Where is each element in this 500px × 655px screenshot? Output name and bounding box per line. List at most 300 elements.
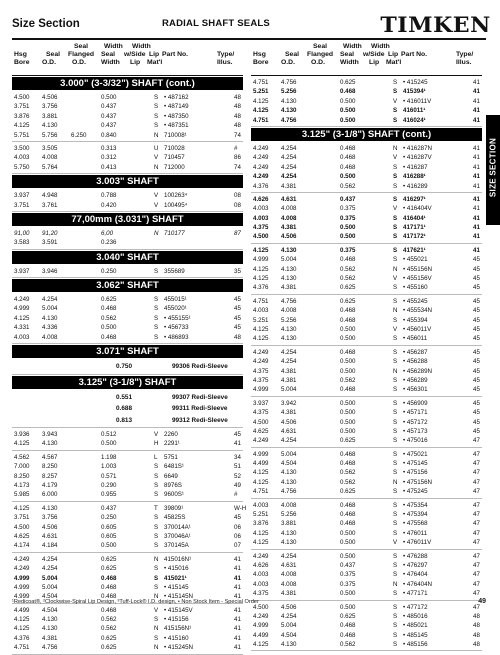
seal-od: 3.943 [42, 431, 58, 439]
part-number: • 455534N [403, 307, 433, 315]
illustration: # [234, 491, 238, 499]
part-number: 417172¹ [403, 233, 426, 241]
part-number: • 415016 [164, 565, 189, 573]
illustration: 41 [234, 644, 241, 652]
table-row [251, 510, 482, 519]
table-row [12, 163, 243, 172]
seal-width: 0.625 [101, 644, 117, 652]
lip-type: S [393, 460, 398, 468]
illustration: 41 [473, 214, 480, 222]
table-row [251, 367, 482, 376]
seal-width: 0.468 [340, 163, 356, 171]
lip-type: S [393, 561, 398, 569]
seal-width: 0.500 [340, 427, 356, 435]
seal-od: 4.130 [281, 469, 297, 477]
seal-width: 0.437 [101, 504, 117, 512]
table-row [251, 283, 482, 292]
seal-od: 4.130 [281, 107, 297, 115]
table-row [12, 267, 243, 276]
table-row [251, 468, 482, 477]
seal-od: 4.008 [281, 501, 297, 509]
seal-width: 0.437 [101, 112, 117, 120]
table-row [251, 589, 482, 598]
lip-type: S [393, 284, 398, 292]
table-group [251, 346, 482, 397]
seal-od: 4.504 [42, 593, 58, 601]
column-label: Width [340, 59, 359, 66]
illustration: 41 [473, 88, 480, 96]
part-number: • 456733 [164, 324, 189, 332]
table-group [12, 142, 243, 174]
hsg-bore: 4.249 [253, 144, 269, 152]
seal-width: 0.468 [101, 593, 117, 601]
seal-width: 0.788 [101, 192, 117, 200]
table-group [251, 76, 482, 127]
table-row [12, 191, 243, 200]
table-row [12, 93, 243, 102]
illustration: 34 [234, 453, 241, 461]
seal-width: 0.625 [101, 565, 117, 573]
seal-width: 1.003 [101, 463, 117, 471]
lip-type: S [393, 529, 398, 537]
hsg-bore: 4.249 [253, 348, 269, 356]
seal-od: 4.631 [42, 532, 58, 540]
hsg-bore: 4.562 [14, 453, 30, 461]
part-number: • 475568 [403, 520, 428, 528]
part-number: 416011¹ [403, 107, 426, 115]
table-row [251, 519, 482, 528]
seal-width: 0.468 [340, 460, 356, 468]
illustration: 41 [473, 246, 480, 254]
hsg-bore: 4.003 [253, 307, 269, 315]
part-number: • 457173 [403, 427, 428, 435]
seal-width: 0.413 [101, 163, 117, 171]
seal-od: 4.254 [281, 552, 297, 560]
shaft-size-band: 3.125" (3-1/8") SHAFT (cont.) [251, 128, 482, 141]
seal-width: 0.500 [340, 233, 356, 241]
lip-type: S [393, 427, 398, 435]
lip-type: S [393, 297, 398, 305]
seal-width: 0.468 [340, 256, 356, 264]
table-group [251, 295, 482, 346]
table-row [12, 121, 243, 130]
part-number: • 416287V [403, 154, 432, 162]
lip-type: S [393, 511, 398, 519]
hsg-bore: 4.751 [253, 116, 269, 124]
illustration: 47 [473, 511, 480, 519]
hsg-bore: 4.125 [253, 325, 269, 333]
seal-od: 4.381 [281, 182, 297, 190]
seal-width: 0.500 [340, 529, 356, 537]
seal-od: 3.761 [42, 201, 58, 209]
seal-width: 0.500 [340, 590, 356, 598]
seal-width: 0.290 [101, 481, 117, 489]
illustration: 47 [473, 478, 480, 486]
section-title: Size Section [12, 18, 80, 30]
illustration: 47 [473, 590, 480, 598]
part-number: • 456011 [403, 335, 428, 343]
column-label: Seal [285, 51, 299, 58]
lip-type: S [154, 542, 159, 550]
illustration: 41 [473, 173, 480, 181]
illustration: 41 [234, 565, 241, 573]
illustration: 41 [473, 195, 480, 203]
table-row [251, 552, 482, 561]
part-number: 417621¹ [403, 246, 426, 254]
illustration: 47 [473, 539, 480, 547]
seal-od: 4.254 [281, 612, 297, 620]
lip-type: V [393, 154, 398, 162]
illustration: 41 [473, 205, 480, 213]
lip-type: S [393, 501, 398, 509]
column-label: Bore [14, 59, 30, 66]
seal-od: 4.756 [281, 488, 297, 496]
column-label: Hsg [253, 51, 266, 58]
hsg-bore: 4.003 [14, 333, 30, 341]
column-label: Illus. [456, 59, 472, 66]
seal-od: 4.008 [42, 333, 58, 341]
part-number: • 455160 [403, 284, 428, 292]
seal-od: 4.756 [281, 116, 297, 124]
lip-type: S [154, 94, 159, 101]
table-row [12, 439, 243, 448]
seal-width: 0.468 [340, 154, 356, 162]
seal-width: 0.375 [340, 214, 356, 222]
seal-od: 4.130 [281, 265, 297, 273]
lip-type: S [154, 305, 159, 313]
seal-width: 0.500 [101, 324, 117, 332]
table-group [12, 604, 243, 655]
seal-od: 5.004 [281, 622, 297, 630]
table-row [12, 201, 243, 210]
illustration: 47 [473, 469, 480, 477]
illustration: 45 [473, 256, 480, 264]
seal-od: 4.130 [281, 97, 297, 105]
illustration: 47 [473, 450, 480, 458]
table-row [12, 238, 243, 247]
hsg-bore: 4.003 [14, 154, 30, 162]
column-label: Seal [101, 51, 115, 58]
lip-type: V [393, 539, 398, 547]
illustration: 45 [473, 427, 480, 435]
seal-width: 0.468 [101, 583, 117, 591]
table-group [251, 397, 482, 448]
hsg-bore: 3.937 [14, 267, 30, 275]
illustration: 41 [473, 182, 480, 190]
illustration: 45 [473, 418, 480, 426]
seal-od: 91,20 [42, 229, 58, 237]
seal-od: 5.004 [281, 450, 297, 458]
table-row [251, 376, 482, 385]
lip-type: N [393, 580, 398, 588]
lip-type: S [393, 348, 398, 356]
seal-od: 4.130 [281, 246, 297, 254]
part-number: 45825S [164, 514, 186, 522]
illustration: 74 [234, 131, 241, 139]
part-number: 5751 [164, 453, 178, 461]
illustration: 45 [473, 399, 480, 407]
part-number: • 457171 [403, 409, 428, 417]
lip-type: S [393, 450, 398, 458]
lip-type: S [154, 565, 159, 573]
lip-type: V [393, 205, 398, 213]
hsg-bore: 4.999 [14, 593, 30, 601]
part-number: 39809¹ [164, 504, 184, 512]
table-row [12, 532, 243, 541]
seal-od: 5.004 [281, 256, 297, 264]
seal-od: 4.008 [281, 205, 297, 213]
column-label: Mat'l [386, 59, 402, 66]
seal-width: 0.955 [101, 491, 117, 499]
seal-width: 0.500 [101, 94, 117, 101]
table-row [12, 144, 243, 153]
table-row [251, 561, 482, 570]
table-row [251, 78, 482, 87]
column-label: O.D. [281, 59, 295, 66]
seal-width: 0.437 [340, 561, 356, 569]
seal-od: 4.008 [281, 571, 297, 579]
lip-type: S [393, 418, 398, 426]
seal-width: 0.420 [101, 201, 117, 209]
part-number: 417171¹ [403, 224, 426, 232]
seal-od: 4.008 [281, 307, 297, 315]
lip-type: V [393, 97, 398, 105]
table-row [251, 487, 482, 496]
table-row [12, 574, 243, 583]
table-row [12, 153, 243, 162]
seal-width: 0.500 [340, 173, 356, 181]
lip-type: S [393, 469, 398, 477]
seal-width: 0.625 [101, 296, 117, 304]
table-row [12, 131, 243, 140]
illustration: 41 [234, 555, 241, 563]
side-tab-label: SIZE SECTION [488, 137, 498, 198]
seal-od: 4.567 [42, 453, 58, 461]
illustration: 45 [473, 409, 480, 417]
part-number: • 476404N [403, 580, 433, 588]
lip-type: S [154, 523, 159, 531]
lip-type: N [393, 144, 398, 152]
seal-od: 4.254 [281, 163, 297, 171]
hsg-bore: 4.125 [253, 529, 269, 537]
illustration: 06 [234, 523, 241, 531]
lip-type: S [393, 88, 398, 96]
table-row [251, 265, 482, 274]
column-label: O.D. [42, 59, 56, 66]
part-number: • 455394 [403, 316, 428, 324]
hsg-bore: 4.003 [253, 580, 269, 588]
seal-width: 0.250 [101, 514, 117, 522]
hsg-bore: 3.751 [14, 103, 30, 111]
seal-width: 0.468 [340, 450, 356, 458]
part-number: • 477171 [403, 590, 428, 598]
lip-type: S [154, 532, 159, 540]
seal-width: 0.562 [340, 469, 356, 477]
lip-type: N [393, 367, 398, 375]
seal-od: 4.130 [42, 504, 58, 512]
column-label: Lip [149, 51, 160, 58]
seal-width: 0.468 [101, 333, 117, 341]
seal-od: 4.254 [281, 144, 297, 152]
hsg-bore: 4.125 [14, 314, 30, 322]
hsg-bore: 4.999 [253, 450, 269, 458]
seal-od: 4.506 [281, 603, 297, 611]
seal-width: 0.468 [340, 316, 356, 324]
seal-width: 0.236 [101, 239, 117, 247]
illustration: 48 [234, 94, 241, 101]
illustration: 48 [473, 631, 480, 639]
seal-width: 0.468 [340, 520, 356, 528]
hsg-bore: 4.375 [253, 367, 269, 375]
seal-width: 0.500 [340, 325, 356, 333]
part-number: 415156N¹ [164, 625, 192, 633]
hsg-bore: 4.249 [253, 612, 269, 620]
column-label: w/Side [363, 51, 385, 58]
illustration: 45 [473, 307, 480, 315]
seal-od: 5.004 [42, 305, 58, 313]
lip-type: S [154, 491, 159, 499]
illustration: 41 [473, 107, 480, 115]
seal-width: 0.500 [340, 224, 356, 232]
seal-od: 4.130 [281, 335, 297, 343]
illustration: 45 [473, 376, 480, 384]
part-number: • 456289N [403, 367, 433, 375]
table-group [251, 448, 482, 499]
illustration: 48 [473, 612, 480, 620]
seal-width: 0.468 [340, 88, 356, 96]
part-number: 2260 [164, 431, 178, 439]
hsg-bore: 4.625 [14, 532, 30, 540]
table-row [251, 97, 482, 106]
seal-od: 4.130 [42, 122, 58, 130]
seal-width: 0.562 [340, 182, 356, 190]
hsg-bore: 4.174 [14, 542, 30, 550]
seal-od: 4.130 [281, 325, 297, 333]
table-row [251, 612, 482, 621]
page-title: RADIAL SHAFT SEALS [162, 18, 270, 29]
flanged-od: 6.250 [71, 131, 87, 139]
part-number: • 416287N [403, 144, 433, 152]
part-number: 6481S¹ [164, 463, 184, 471]
illustration: 45 [473, 348, 480, 356]
seal-width: 0.688 [116, 405, 132, 413]
column-label: Part No. [162, 51, 189, 58]
table-row [12, 606, 243, 615]
seal-od: 5.004 [281, 386, 297, 394]
part-number: • 477172 [403, 603, 428, 611]
part-number: • 487350 [164, 112, 189, 120]
table-row [251, 325, 482, 334]
column-label: Lip [388, 51, 399, 58]
column-label: Width [132, 43, 151, 50]
lip-type: S [154, 333, 159, 341]
part-number: 416404¹ [403, 214, 426, 222]
column-label: Width [101, 59, 120, 66]
part-number: 416288¹ [403, 173, 426, 181]
hsg-bore: 4.249 [253, 163, 269, 171]
part-number: • 487149 [164, 103, 189, 111]
seal-width: 0.468 [340, 144, 356, 152]
hsg-bore: 4.500 [253, 233, 269, 241]
illustration: 45 [473, 297, 480, 305]
seal-od: 5.764 [42, 163, 58, 171]
column-label: Flanged [68, 51, 95, 58]
hsg-bore: 4.499 [253, 631, 269, 639]
lip-type: S [393, 233, 398, 241]
column-label: Type/ [456, 51, 474, 58]
seal-width: 0.375 [340, 205, 356, 213]
column-label: Illus. [217, 59, 233, 66]
hsg-bore: 4.499 [253, 460, 269, 468]
lip-type: V [393, 275, 398, 283]
table-row [12, 314, 243, 323]
column-label: Part No. [401, 51, 428, 58]
hsg-bore: 4.249 [253, 154, 269, 162]
table-row [251, 246, 482, 255]
seal-width: 0.562 [340, 275, 356, 283]
lip-type: N [154, 163, 159, 171]
part-number: • 485021 [403, 622, 428, 630]
illustration: 74 [234, 163, 241, 171]
seal-od: 4.008 [281, 214, 297, 222]
illustration: 48 [234, 103, 241, 111]
seal-width: 0.562 [340, 376, 356, 384]
lip-type: S [393, 195, 398, 203]
part-number: • 476288 [403, 552, 428, 560]
lip-type: S [393, 409, 398, 417]
seal-od: 8.250 [42, 463, 58, 471]
illustration: 35 [234, 267, 241, 275]
illustration: 07 [234, 542, 241, 550]
table-row [12, 481, 243, 490]
seal-od: 4.506 [42, 523, 58, 531]
illustration: 45 [473, 367, 480, 375]
part-number: • 456909 [403, 399, 428, 407]
part-number: 99307 Redi-Sleeve [172, 393, 228, 401]
column-label: Seal [46, 51, 60, 58]
illustration: 41 [473, 116, 480, 124]
seal-od: 4.506 [281, 418, 297, 426]
seal-width: 0.562 [101, 625, 117, 633]
seal-od: 4.381 [281, 284, 297, 292]
table-group [12, 265, 243, 278]
hsg-bore: 4.003 [253, 501, 269, 509]
part-number: • 456011V [403, 325, 432, 333]
seal-od: 4.381 [281, 224, 297, 232]
part-number: • 485145 [403, 631, 428, 639]
illustration: 45 [473, 325, 480, 333]
part-number: • 415145N [164, 593, 194, 601]
table-row [12, 504, 247, 513]
table-row [251, 182, 482, 191]
seal-od: 4.381 [281, 376, 297, 384]
table-row [12, 541, 243, 550]
seal-width: 0.500 [340, 367, 356, 375]
hsg-bore: 4.499 [14, 606, 30, 614]
seal-od: 4.756 [281, 297, 297, 305]
illustration: 41 [234, 574, 241, 582]
seal-width: 0.500 [340, 409, 356, 417]
lip-type: S [393, 173, 398, 181]
column-label: Mat'l [147, 59, 163, 66]
hsg-bore: 4.999 [253, 386, 269, 394]
hsg-bore: 4.626 [253, 195, 269, 203]
table-row [251, 570, 482, 579]
lip-type: S [393, 358, 398, 366]
table-row [251, 306, 482, 315]
seal-width: 0.375 [340, 580, 356, 588]
table-row [12, 323, 243, 332]
